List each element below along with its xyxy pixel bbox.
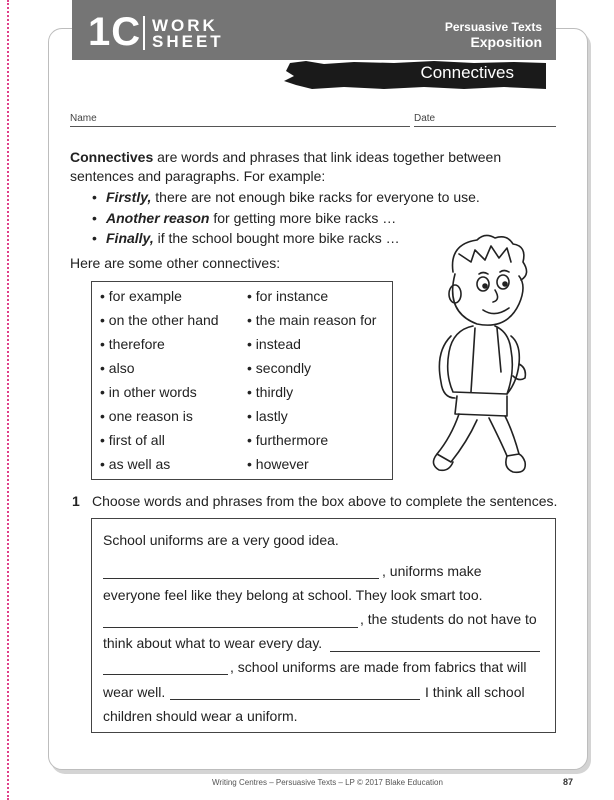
passage-line: , uniforms make [382, 563, 482, 579]
question-number: 1 [72, 493, 80, 509]
connectives-left-column [100, 288, 219, 480]
connective-item: • therefore [100, 336, 165, 352]
passage-line: I think all school [425, 684, 525, 700]
page-number: 87 [563, 777, 574, 787]
connective-item: • also [100, 360, 135, 376]
connective-item: • first of all [100, 432, 165, 448]
worksheet-number: 1C [88, 10, 142, 54]
passage-line: , the students do not have to [360, 611, 537, 627]
passage-line: wear well. [103, 684, 166, 700]
name-label: Name [70, 113, 97, 124]
page-title: Connectives [420, 63, 514, 82]
passage-line: School uniforms are a very good idea. [103, 532, 339, 548]
answer-blank-3-continued[interactable] [103, 674, 228, 675]
connective-item: • for example [100, 288, 182, 304]
connective-item: • thirdly [247, 384, 294, 400]
other-connectives-label: Here are some other connectives: [70, 255, 281, 271]
passage-line: everyone feel like they belong at school. They look smart too. [103, 587, 483, 603]
name-field-line[interactable] [70, 126, 410, 127]
example-item: • Another reason for getting more bike racks … [92, 209, 397, 226]
perforation-line [7, 0, 9, 800]
footer-credit: Writing Centres – Persuasive Texts – LP © 2017 Blake Education [212, 778, 443, 787]
category-label: Persuasive Texts Exposition [444, 20, 542, 50]
answer-blank-1[interactable] [103, 578, 379, 579]
connective-item: • secondly [247, 360, 312, 376]
intro-paragraph: Connectives are words and phrases that link ideas together between sentences and paragraphs. For example: [70, 149, 502, 184]
header-divider [143, 16, 145, 50]
connective-item: • instead [247, 336, 301, 352]
connective-item: • in other words [100, 384, 197, 400]
passage-line: children should wear a uniform. [103, 708, 298, 724]
example-item: • Firstly, there are not enough bike racks for everyone to use. [92, 189, 480, 205]
answer-blank-2[interactable] [103, 627, 358, 628]
answer-blank-3[interactable] [330, 651, 540, 652]
example-item: • Finally, if the school bought more bike racks … [92, 230, 400, 246]
connective-item: • lastly [247, 408, 288, 424]
date-field-line[interactable] [414, 126, 556, 127]
answer-blank-4[interactable] [170, 699, 420, 700]
question-text: Choose words and phrases from the box above to complete the sentences. [92, 493, 558, 509]
connectives-right-column [247, 288, 376, 480]
connective-item: • on the other hand [100, 312, 219, 328]
connective-item: • however [247, 456, 309, 472]
passage-line: , school uniforms are made from fabrics that will [230, 659, 527, 675]
connective-item: • one reason is [100, 408, 193, 424]
worksheet-label: WORK SHEET [152, 16, 224, 51]
connective-item: • the main reason for [247, 312, 377, 328]
boy-illustration [415, 232, 555, 482]
passage-line: think about what to wear every day. [103, 635, 323, 651]
connective-item: • as well as [100, 456, 171, 472]
date-label: Date [414, 113, 436, 124]
connectives-box [91, 281, 393, 480]
connective-item: • furthermore [247, 432, 329, 448]
connective-item: • for instance [247, 288, 329, 304]
